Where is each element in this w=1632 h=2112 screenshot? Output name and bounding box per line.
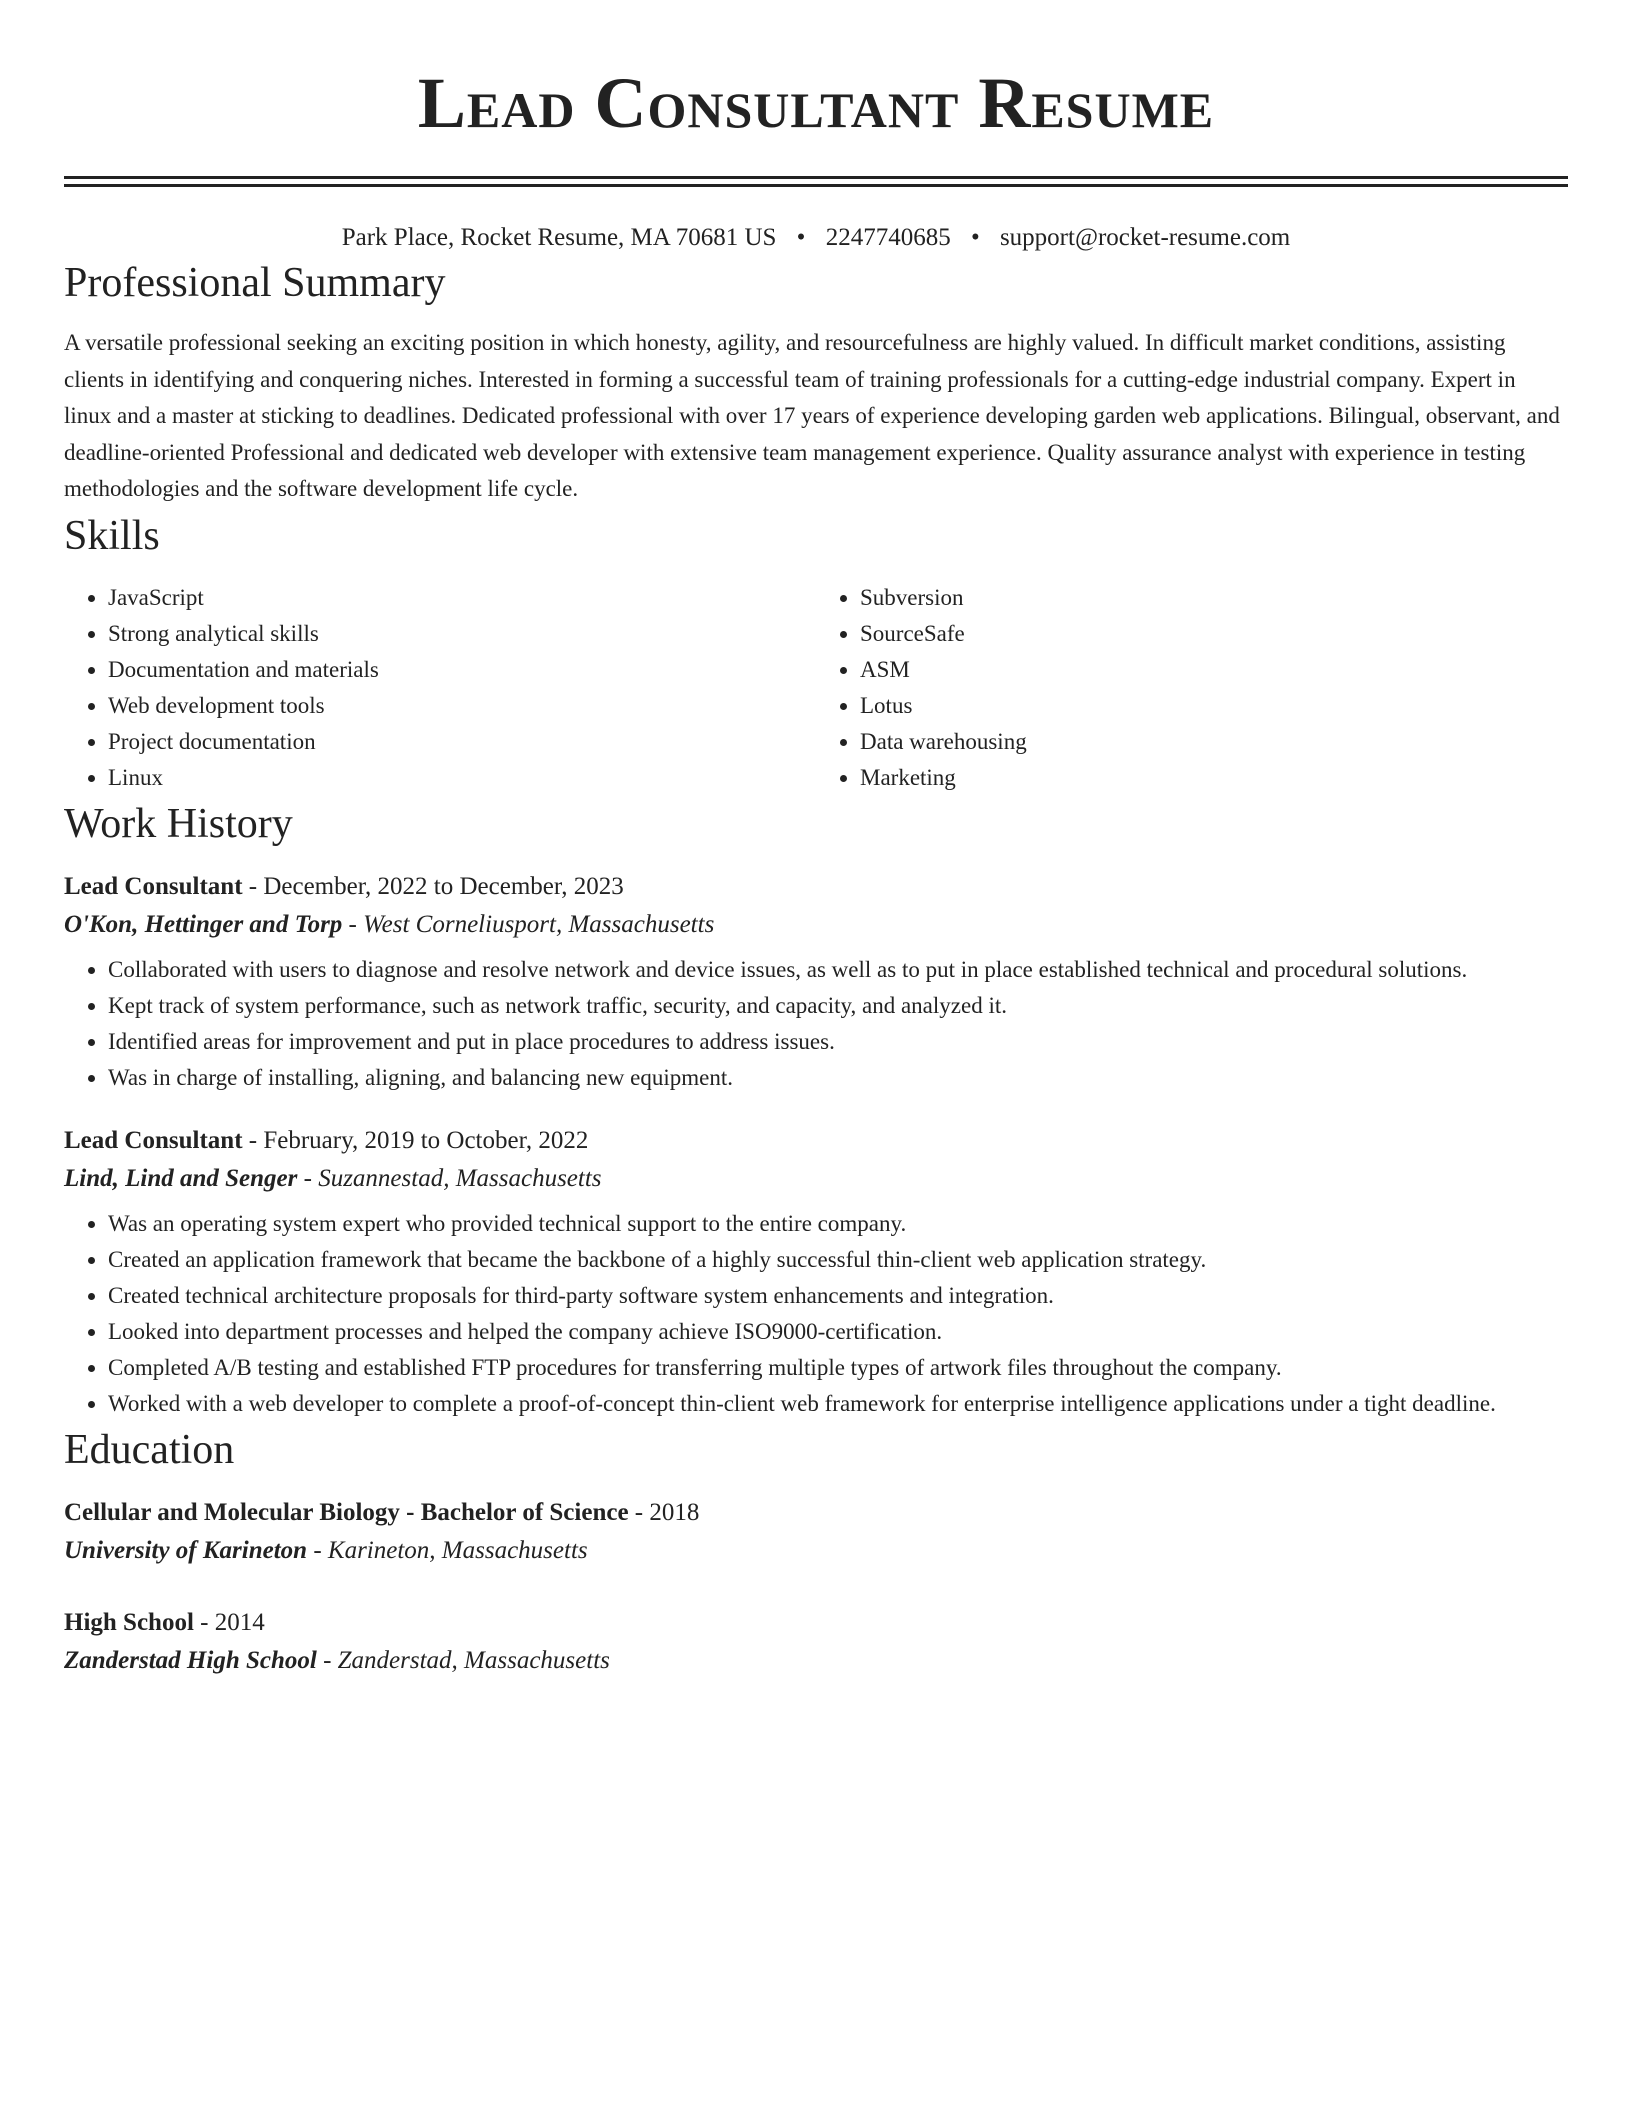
job-company: Lind, Lind and Senger bbox=[64, 1164, 298, 1192]
skill-item: • Marketing bbox=[860, 760, 1568, 796]
education-entry bbox=[64, 1604, 1568, 1680]
education-degree-line bbox=[64, 1494, 1568, 1532]
skills-column-right bbox=[816, 580, 1568, 796]
job-bullet: • Was in charge of installing, aligning, and balancing new equipment. bbox=[108, 1060, 1568, 1096]
skill-item: • Documentation and materials bbox=[108, 652, 816, 688]
title-double-rule bbox=[64, 176, 1568, 187]
education-location: - Zanderstad, Massachusetts bbox=[316, 1646, 610, 1674]
skill-item: • Project documentation bbox=[108, 724, 816, 760]
job-bullets bbox=[64, 952, 1568, 1096]
job-dates: - December, 2022 to December, 2023 bbox=[242, 872, 624, 900]
education-year: - 2018 bbox=[628, 1498, 700, 1526]
job-bullet: • Looked into department processes and helped the company achieve ISO9000-certification. bbox=[108, 1314, 1568, 1350]
education-school: Zanderstad High School bbox=[64, 1646, 317, 1674]
resume-title: Lead Consultant Resume bbox=[417, 63, 1215, 143]
job-entry bbox=[64, 868, 1568, 1096]
job-title-line bbox=[64, 1122, 1568, 1160]
job-bullet: • Created an application framework that became the backbone of a highly successful thin-client web application strategy. bbox=[108, 1242, 1568, 1278]
work-history-heading: Work History bbox=[64, 800, 293, 847]
contact-separator: • bbox=[796, 224, 806, 251]
job-company-line bbox=[64, 1160, 1568, 1198]
contact-line bbox=[64, 221, 1568, 255]
job-title: Lead Consultant bbox=[64, 1126, 243, 1154]
job-bullet: • Kept track of system performance, such as network traffic, security, and capacity, and analyzed it. bbox=[108, 988, 1568, 1024]
skill-item: • Strong analytical skills bbox=[108, 616, 816, 652]
job-location: - West Corneliusport, Massachusetts bbox=[342, 910, 715, 938]
skill-item: • Linux bbox=[108, 760, 816, 796]
education-year: - 2014 bbox=[193, 1608, 265, 1636]
education-degree: High School bbox=[64, 1608, 194, 1636]
job-bullet: • Completed A/B testing and established FTP procedures for transferring multiple types of artwork files throughout the company. bbox=[108, 1350, 1568, 1386]
education-degree: Cellular and Molecular Biology - Bachelor of Science bbox=[64, 1498, 629, 1526]
skill-item: • Lotus bbox=[860, 688, 1568, 724]
job-title: Lead Consultant bbox=[64, 872, 243, 900]
job-bullet: • Collaborated with users to diagnose and resolve network and device issues, as well as to put in place established technical and procedural solutions. bbox=[108, 952, 1568, 988]
skill-item: • Data warehousing bbox=[860, 724, 1568, 760]
job-entry bbox=[64, 1122, 1568, 1422]
job-company: O'Kon, Hettinger and Torp bbox=[64, 910, 343, 938]
job-company-line bbox=[64, 906, 1568, 944]
skill-item: • JavaScript bbox=[108, 580, 816, 616]
contact-address: Park Place, Rocket Resume, MA 70681 US bbox=[341, 224, 777, 251]
contact-separator: • bbox=[970, 224, 980, 251]
skill-item: • ASM bbox=[860, 652, 1568, 688]
education-location: - Karineton, Massachusetts bbox=[307, 1536, 588, 1564]
education-degree-line bbox=[64, 1604, 1568, 1642]
job-location: - Suzannestad, Massachusetts bbox=[297, 1164, 602, 1192]
job-title-line bbox=[64, 868, 1568, 906]
skills-column-left bbox=[64, 580, 816, 796]
skill-item: • Subversion bbox=[860, 580, 1568, 616]
job-bullet: • Identified areas for improvement and put in place procedures to address issues. bbox=[108, 1024, 1568, 1060]
skills-heading: Skills bbox=[64, 512, 160, 559]
job-bullet: • Created technical architecture proposals for third-party software system enhancements and integration. bbox=[108, 1278, 1568, 1314]
summary-heading: Professional Summary bbox=[64, 260, 446, 306]
skill-item: • SourceSafe bbox=[860, 616, 1568, 652]
job-bullet: • Was an operating system expert who provided technical support to the entire company. bbox=[108, 1206, 1568, 1242]
education-school-line bbox=[64, 1642, 1568, 1680]
job-dates: - February, 2019 to October, 2022 bbox=[242, 1126, 589, 1154]
education-school: University of Karineton bbox=[64, 1536, 308, 1564]
education-heading: Education bbox=[64, 1426, 235, 1473]
contact-phone: 2247740685 bbox=[825, 224, 951, 251]
job-bullets bbox=[64, 1206, 1568, 1422]
education-entry bbox=[64, 1494, 1568, 1570]
contact-email: support@rocket-resume.com bbox=[999, 224, 1291, 251]
skill-item: • Web development tools bbox=[108, 688, 816, 724]
education-school-line bbox=[64, 1532, 1568, 1570]
summary-text: A versatile professional seeking an exciting position in which honesty, agility, and resourcefulness are highly valued. In difficult market conditions, assisting clients in identifying and conquering niches. Interested in forming a successful team of training professionals for a cutting-edge industrial company. Expert in linux and a master at sticking to deadlines. Dedicated professional with over 17 years of experience developing garden web applications. Bilingual, observant, and deadline-oriented Professional and dedicated web developer with extensive team management experience. Quality assurance analyst with experience in testing methodologies and the software development life cycle. bbox=[64, 330, 1560, 501]
job-bullet: • Worked with a web developer to complete a proof-of-concept thin-client web framework for enterprise intelligence applications under a tight deadline. bbox=[108, 1386, 1568, 1422]
skills-list bbox=[64, 580, 1568, 796]
